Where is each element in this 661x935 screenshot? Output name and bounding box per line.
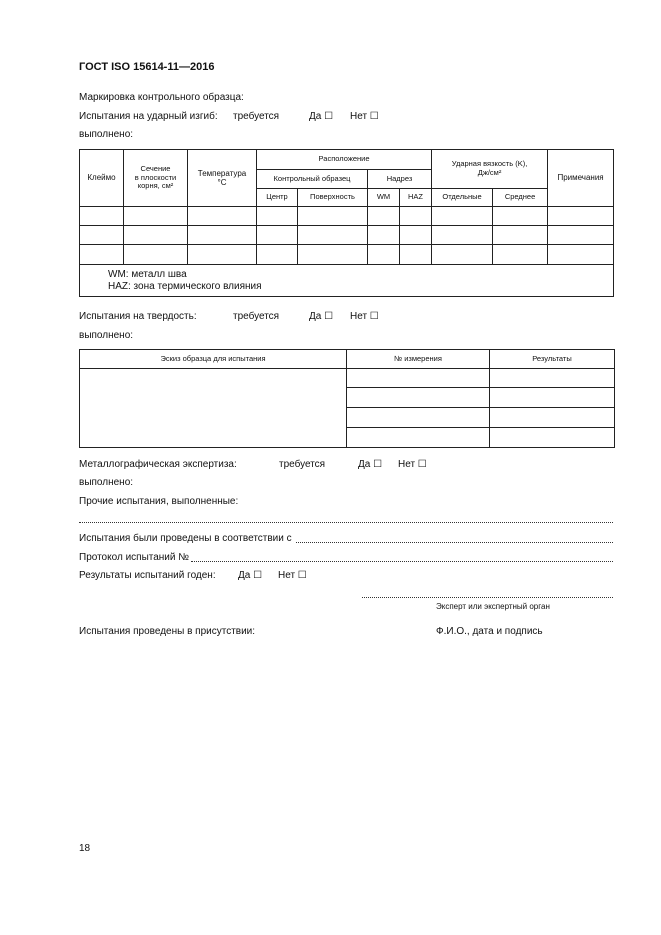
table-cell[interactable] xyxy=(432,245,493,265)
table-cell[interactable] xyxy=(432,226,493,245)
table-cell[interactable] xyxy=(257,207,298,226)
table-cell[interactable] xyxy=(188,226,257,245)
col-sketch: Эскиз образца для испытания xyxy=(80,350,347,369)
table-cell[interactable] xyxy=(257,226,298,245)
legend-wm: WM: металл шва xyxy=(108,269,187,280)
results-label: Результаты испытаний годен: xyxy=(79,570,216,581)
table-cell[interactable] xyxy=(490,388,615,408)
impact-test-table xyxy=(79,149,614,297)
table-cell[interactable] xyxy=(400,207,432,226)
table-cell[interactable] xyxy=(80,245,124,265)
col-klejmo: Клеймо xyxy=(80,150,124,207)
col-surface: Поверхность xyxy=(298,189,368,207)
table-cell[interactable] xyxy=(124,207,188,226)
document-title: ГОСТ ISO 15614-11—2016 xyxy=(79,61,215,73)
table-legend xyxy=(80,265,614,297)
table-cell[interactable] xyxy=(124,226,188,245)
table-cell[interactable] xyxy=(368,245,400,265)
metallography-label: Металлографическая экспертиза: xyxy=(79,459,237,470)
hardness-yes-checkbox[interactable]: Да ☐ xyxy=(309,311,334,322)
table-cell[interactable] xyxy=(347,428,490,448)
col-notes: Примечания xyxy=(548,150,614,207)
table-row xyxy=(80,226,614,245)
table-cell[interactable] xyxy=(368,226,400,245)
col-measurement-number: № измерения xyxy=(347,350,490,369)
col-center: Центр xyxy=(257,189,298,207)
signature-label: Ф.И.О., дата и подпись xyxy=(436,626,543,637)
table-cell[interactable] xyxy=(400,245,432,265)
impact-no-checkbox[interactable]: Нет ☐ xyxy=(350,111,379,122)
impact-done-label: выполнено: xyxy=(79,129,134,140)
table-cell[interactable] xyxy=(490,408,615,428)
results-yes-checkbox[interactable]: Да ☐ xyxy=(238,570,263,581)
col-notch: Надрез xyxy=(368,170,432,189)
table-cell[interactable] xyxy=(298,226,368,245)
table-cell[interactable] xyxy=(188,245,257,265)
col-toughness: Ударная вязкость (K), Дж/см² xyxy=(432,150,548,189)
table-cell[interactable] xyxy=(298,207,368,226)
impact-yes-checkbox[interactable]: Да ☐ xyxy=(309,111,334,122)
other-tests-label: Прочие испытания, выполненные: xyxy=(79,496,239,507)
table-cell[interactable] xyxy=(257,245,298,265)
table-cell[interactable] xyxy=(347,388,490,408)
col-haz: HAZ xyxy=(400,189,432,207)
impact-required: требуется xyxy=(233,111,280,122)
results-no-checkbox[interactable]: Нет ☐ xyxy=(278,570,307,581)
table-cell[interactable] xyxy=(548,226,614,245)
hardness-done-label: выполнено: xyxy=(79,330,134,341)
table-cell[interactable] xyxy=(400,226,432,245)
col-section: Сечение в плоскости корня, см² xyxy=(124,150,188,207)
col-location: Расположение xyxy=(257,150,432,170)
metallography-no-checkbox[interactable]: Нет ☐ xyxy=(398,459,427,470)
table-cell[interactable] xyxy=(124,245,188,265)
table-cell[interactable] xyxy=(368,207,400,226)
legend-haz: HAZ: зона термического влияния xyxy=(108,280,262,292)
presence-label: Испытания проведены в присутствии: xyxy=(79,626,256,637)
metallography-required: требуется xyxy=(279,459,326,470)
impact-label: Испытания на ударный изгиб: xyxy=(79,111,218,122)
col-average: Среднее xyxy=(493,189,548,207)
table-row xyxy=(80,245,614,265)
hardness-label: Испытания на твердость: xyxy=(79,311,197,322)
col-individual: Отдельные xyxy=(432,189,493,207)
hardness-test-table xyxy=(79,349,615,448)
col-results: Результаты xyxy=(490,350,615,369)
hardness-required: требуется xyxy=(233,311,280,322)
metallography-yes-checkbox[interactable]: Да ☐ xyxy=(358,459,383,470)
metallography-done-label: выполнено: xyxy=(79,477,134,488)
sketch-area[interactable] xyxy=(80,369,347,448)
table-cell[interactable] xyxy=(188,207,257,226)
conducted-line[interactable] xyxy=(296,542,613,543)
page-number: 18 xyxy=(79,843,91,854)
marking-label: Маркировка контрольного образца: xyxy=(79,92,244,103)
expert-caption: Эксперт или экспертный орган xyxy=(436,602,550,611)
table-cell[interactable] xyxy=(490,369,615,388)
table-cell[interactable] xyxy=(548,245,614,265)
table-cell[interactable] xyxy=(347,369,490,388)
conducted-label: Испытания были проведены в соответствии с xyxy=(79,533,292,544)
expert-line[interactable] xyxy=(362,597,613,598)
hardness-no-checkbox[interactable]: Нет ☐ xyxy=(350,311,379,322)
table-cell[interactable] xyxy=(493,226,548,245)
col-wm: WM xyxy=(368,189,400,207)
protocol-label: Протокол испытаний № xyxy=(79,552,189,563)
table-row xyxy=(80,207,614,226)
table-cell[interactable] xyxy=(80,226,124,245)
table-cell[interactable] xyxy=(493,207,548,226)
table-cell[interactable] xyxy=(347,408,490,428)
table-cell[interactable] xyxy=(548,207,614,226)
table-cell[interactable] xyxy=(490,428,615,448)
table-cell[interactable] xyxy=(80,207,124,226)
table-cell[interactable] xyxy=(432,207,493,226)
table-cell[interactable] xyxy=(493,245,548,265)
other-tests-line[interactable] xyxy=(79,522,613,523)
col-temperature: Температура °С xyxy=(188,150,257,207)
col-control-sample: Контрольный образец xyxy=(257,170,368,189)
table-cell[interactable] xyxy=(298,245,368,265)
protocol-line[interactable] xyxy=(191,561,613,562)
